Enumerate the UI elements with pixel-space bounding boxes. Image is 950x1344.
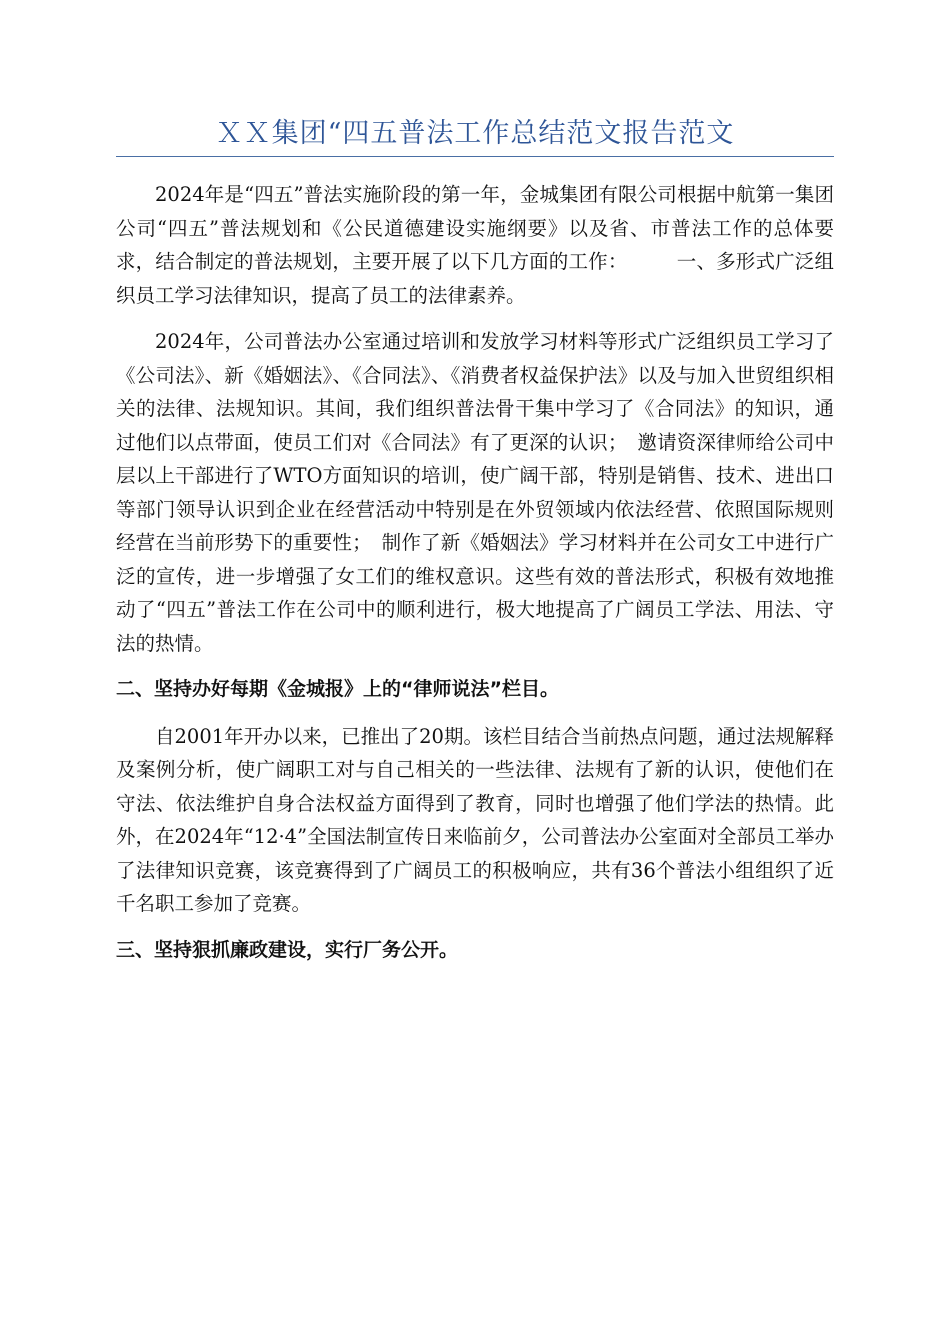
document-body	[116, 178, 834, 980]
document-title: ＸＸ集团“四五普法工作总结范文报告范文	[116, 112, 834, 157]
column-paragraph: 自2001年开办以来，已推出了20期。该栏目结合当前热点问题，通过法规解释及案例分析，使广阔职工对与自己相关的一些法律、法规有了新的认识，使他们在守法、依法维护自身合法权益方面得到了教育，同时也增强了他们学法的热情。此外，在2024年“12·4”全国法制宣传日来临前夕，公司普法办公室面对全部员工举办了法律知识竞赛，该竞赛得到了广阔员工的积极响应，共有36个普法小组组织了近千名职工参加了竞赛。	[116, 724, 834, 915]
study-paragraph: 2024年，公司普法办公室通过培训和发放学习材料等形式广泛组织员工学习了《公司法》、新《婚姻法》、《合同法》、《消费者权益保护法》以及与加入世贸组织相关的法律、法规知识。其间，我们组织普法骨干集中学习了《合同法》的知识，通过他们以点带面，使员工们对《合同法》有了更深的认识； 邀请资深律师给公司中层以上干部进行了WTO方面知识的培训，使广阔干部，特别是销售、技术、进出口等部门领导认识到企业在经营活动中特别是在外贸领域内依法经营、依照国际规则经营在当前形势下的重要性； 制作了新《婚姻法》学习材料并在公司女工中进行广泛的宣传，进一步增强了女工们的维权意识。这些有效的普法形式，积极有效地推动了“四五”普法工作在公司中的顺利进行，极大地提高了广阔员工学法、用法、守法的热情。	[116, 330, 834, 655]
section-heading-2: 二、坚持办好每期《金城报》上的“律师说法”栏目。	[116, 678, 559, 700]
intro-paragraph: 2024年是“四五”普法实施阶段的第一年，金城集团有限公司根据中航第一集团公司“四五”普法规划和《公民道德建设实施纲要》以及省、市普法工作的总体要求，结合制定的普法规划，主要开展了以下几方面的工作： 一、多形式广泛组织员工学习法律知识，提高了员工的法律素养。	[116, 183, 834, 307]
section-heading-3: 三、坚持狠抓廉政建设，实行厂务公开。	[116, 938, 459, 961]
